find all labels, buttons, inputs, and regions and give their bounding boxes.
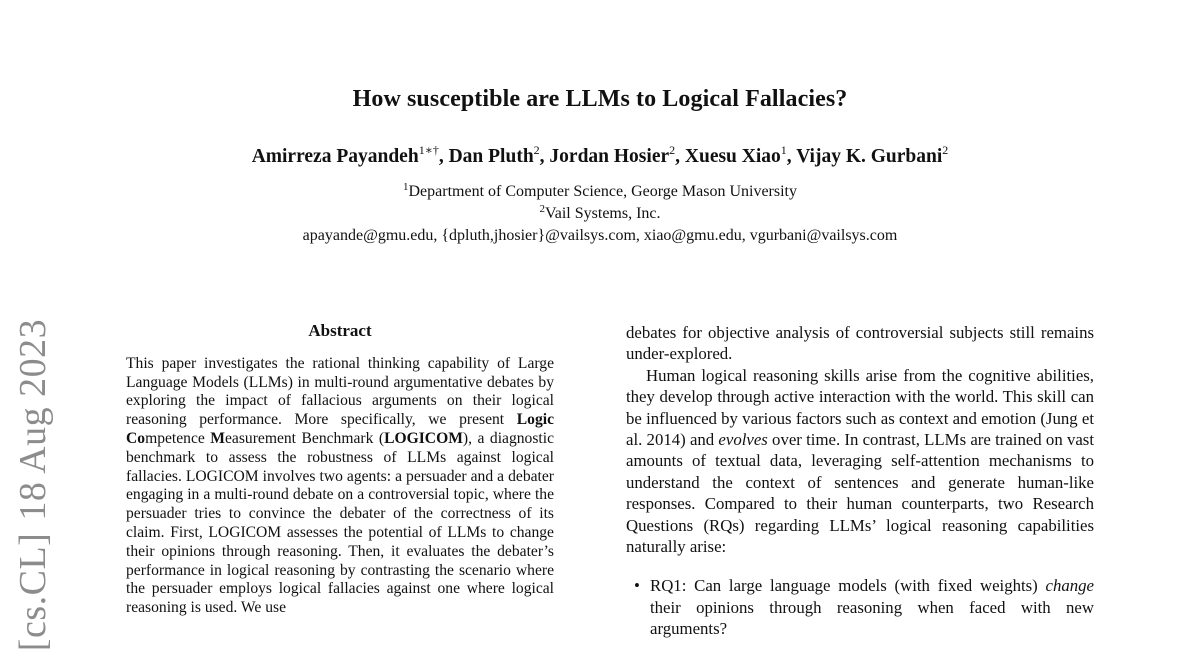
abstract-text-segment: mpetence (145, 429, 211, 447)
author-name: Dan Pluth (448, 146, 534, 167)
abstract-text-segment: ), a diagnostic benchmark to assess the robustness of LLMs against logical fallacies. (126, 429, 555, 485)
arxiv-category: [cs.CL] (12, 532, 54, 652)
benchmark-name: LOGICOM (384, 429, 463, 447)
author-affiliation-mark: 2 (942, 143, 949, 157)
abstract-heading: Abstract (308, 321, 372, 340)
author-name: Jordan Hosier (549, 146, 670, 167)
abstract-text-segment: assesses the potential of LLMs to change their opinions through reasoning. Then, it evaluates the debater’s performance in logical reasoning by contrasting the scenario where the persuader employs logical fallacies against one where logical reasoning is used. We use (126, 523, 554, 617)
intro-emphasis: evolves (718, 430, 768, 450)
author-name: Vijay K. Gurbani (796, 146, 943, 167)
author-affiliation-mark: 1∗† (418, 143, 439, 157)
author-affiliation-mark: 1 (780, 143, 787, 157)
intro-text-segment: over time. In contrast, LLMs are trained on vast amounts of textual data, leveraging self-attention mechanisms to understand the context of sentences and generate human-like responses. Compared to their human counterparts, two Research Questions (RQs) regarding LLMs’ logical reasoning capabilities naturally arise: (626, 430, 1094, 557)
abstract-text (126, 355, 554, 618)
affiliation-text: Vail Systems, Inc. (544, 205, 661, 222)
benchmark-name: LOGICOM (208, 523, 282, 541)
intro-paragraph-continued: debates for objective analysis of controversial subjects still remains under-explored. (626, 323, 1094, 364)
arxiv-watermark (3, 305, 63, 665)
affiliation-text: Department of Computer Science, George Mason University (408, 183, 797, 200)
rq1-text-segment: their opinions through reasoning when faced with new arguments? (650, 597, 1094, 639)
affiliation-1 (0, 183, 1200, 201)
rq1-emphasis: change (1045, 576, 1094, 596)
author-affiliation-mark: 2 (669, 143, 676, 157)
rq1-text-segment: RQ1: Can large language models (with fixed weights) (650, 576, 1046, 596)
abstract-bold-term: Logic (516, 411, 554, 429)
abstract-text-segment: involves two agents: a persuader and a debater engaging in a multi-round debate on a controversial topic, where the persuader tries to convince the debater of the correctness of its claim. First, (126, 467, 554, 541)
abstract-bold-term: M (210, 429, 226, 447)
author-separator: , (539, 146, 550, 167)
benchmark-name: LOGICOM (185, 467, 259, 485)
affiliation-mark: 2 (539, 203, 545, 215)
affiliation-2 (0, 205, 1200, 223)
author-affiliation-mark: 2 (533, 143, 540, 157)
intro-text-segment: Human logical reasoning skills arise from the cognitive abilities, they develop through active interaction with the world. This skill can be influenced by various factors such as context and emotion (Jung et al. 2014) and (626, 365, 1094, 450)
intro-paragraph (626, 365, 1094, 558)
author-name: Amirreza Payandeh (251, 146, 419, 167)
author-separator: , (438, 146, 449, 167)
author-name: Xuesu Xiao (684, 146, 781, 167)
paper-title: How susceptible are LLMs to Logical Fallacies? (352, 86, 848, 112)
author-list (0, 143, 1200, 168)
intro-column (626, 322, 1094, 640)
abstract-text-segment: This paper investigates the rational thinking capability of Large Language Models (LLMs) in multi-round argumentative debates by exploring the impact of fallacious arguments on their logical reasoning performance. More specifically, we present (126, 354, 554, 429)
author-emails: apayande@gmu.edu, {dpluth,jhosier}@vailsys.com, xiao@gmu.edu, vgurbani@vailsys.com (302, 227, 898, 244)
abstract-bold-term: Co (126, 429, 146, 447)
abstract-column (126, 322, 554, 618)
rq1-bullet (626, 575, 1094, 639)
arxiv-date: 18 Aug 2023 (12, 318, 54, 521)
bullet-icon: • (634, 576, 640, 596)
author-separator: , (675, 146, 685, 167)
author-separator: , (786, 146, 797, 167)
affiliation-mark: 1 (403, 181, 409, 193)
abstract-text-segment: easurement Benchmark ( (225, 429, 385, 447)
